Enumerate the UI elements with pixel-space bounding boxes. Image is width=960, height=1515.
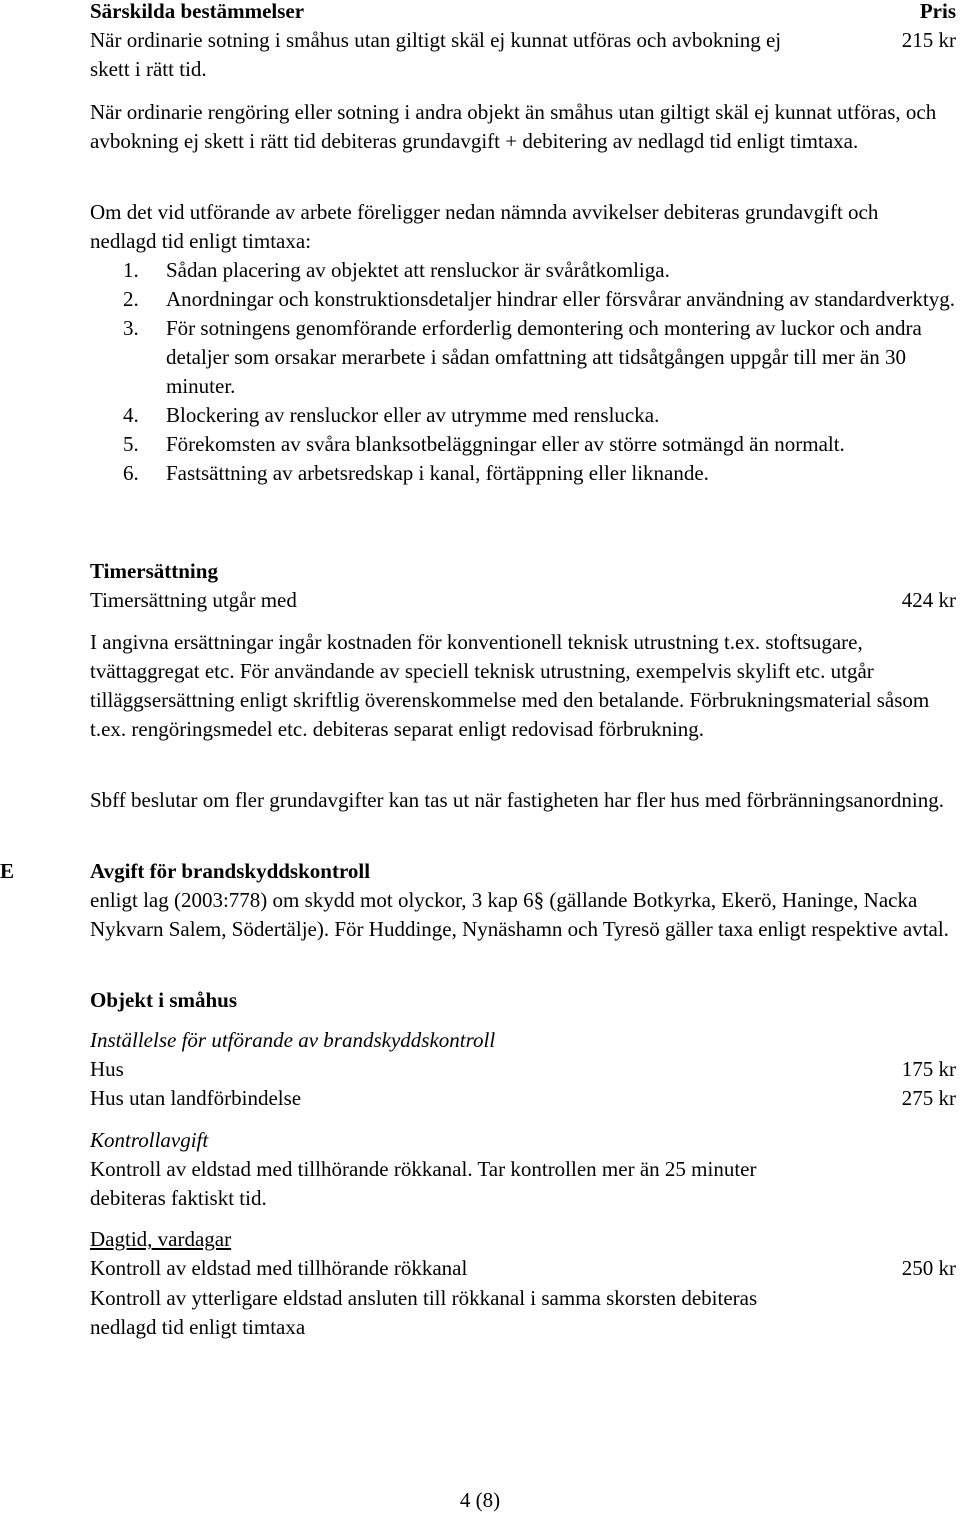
other-objects-paragraph: När ordinarie rengöring eller sotning i andra objekt än småhus utan giltigt skäl ej kunnat utföras, och avbokning ej skett i rätt tid debiteras grundavgift + debitering av nedlagd tid enligt timtaxa.: [90, 100, 937, 153]
price-row-value: 175 kr: [901, 1057, 956, 1081]
list-text: För sotningens genomförande erforderlig demontering och montering av luckor och andra detaljer som orsakar merarbete i sådan omfattning att tidsåtgången uppgår till mer än 30 minuter.: [166, 316, 922, 398]
list-text: Sådan placering av objektet att rensluckor är svåråtkomliga.: [166, 258, 670, 282]
control-fee-heading: Kontrollavgift: [90, 1128, 209, 1152]
fire-safety-intro: enligt lag (2003:778) om skydd mot olyckor, 3 kap 6§ (gällande Botkyrka, Ekerö, Haninge, Nacka Nykvarn Salem, Södertälje). För Huddinge, Nynäshamn och Tyresö gäller taxa enligt respektive avtal.: [90, 888, 949, 941]
deviations-intro: Om det vid utförande av arbete föreligger nedan nämnda avvikelser debiteras grundavgift och nedlagd tid enligt timtaxa:: [90, 200, 879, 253]
price-row-label: Hus: [90, 1057, 124, 1081]
small-houses-heading: Objekt i småhus: [90, 988, 238, 1012]
price-row-value: 275 kr: [901, 1086, 956, 1110]
daytime-row-price: 250 kr: [901, 1256, 956, 1280]
list-text: Fastsättning av arbetsredskap i kanal, förtäppning eller liknande.: [166, 461, 709, 485]
base-fee-paragraph: Sbff beslutar om fler grundavgifter kan tas ut när fastigheten har fler hus med förbränningsanordning.: [90, 788, 944, 812]
missed-sweep-text: När ordinarie sotning i småhus utan giltigt skäl ej kunnat utföras och avbokning ej skett i rätt tid.: [90, 28, 782, 81]
list-number: 4.: [123, 403, 139, 427]
hourly-rate-heading: Timersättning: [90, 559, 218, 583]
daytime-row-label: Kontroll av eldstad med tillhörande rökkanal: [90, 1256, 468, 1280]
page-number: 4 (8): [459, 1488, 501, 1512]
equipment-paragraph: I angivna ersättningar ingår kostnaden för konventionell teknisk utrustning t.ex. stoftsugare, tvättaggregat etc. För användande av speciell teknisk utrustning, exempelvis skylift etc. utgår tilläggsersättning enligt skriftlig överenskommelse med den betalande. Förbrukningsmaterial såsom t.ex. rengöringsmedel etc. debiteras separat enligt redovisad förbrukning.: [90, 630, 930, 741]
list-item: [90, 459, 956, 488]
missed-sweep-price: 215 kr: [901, 28, 956, 52]
list-number: 3.: [123, 316, 139, 340]
section-marker-e: E: [0, 859, 15, 883]
control-fee-text: Kontroll av eldstad med tillhörande rökkanal. Tar kontrollen mer än 25 minuter debiteras faktiskt tid.: [90, 1157, 757, 1210]
list-text: Förekomsten av svåra blanksotbeläggningar eller av större sotmängd än normalt.: [166, 432, 845, 456]
price-column-header: Pris: [919, 0, 956, 23]
list-item: [90, 430, 956, 459]
deviations-list: [90, 256, 956, 488]
list-text: Blockering av rensluckor eller av utrymme med renslucka.: [166, 403, 660, 427]
fire-safety-heading: Avgift för brandskyddskontroll: [90, 859, 371, 883]
list-item: [90, 285, 956, 314]
list-text: Anordningar och konstruktionsdetaljer hindrar eller försvårar användning av standardverktyg.: [166, 287, 955, 311]
hourly-rate-line: Timersättning utgår med: [90, 588, 297, 612]
list-number: 6.: [123, 461, 139, 485]
list-number: 5.: [123, 432, 139, 456]
attendance-heading: Inställelse för utförande av brandskyddskontroll: [90, 1028, 496, 1052]
section-heading-special-rules: Särskilda bestämmelser: [90, 0, 305, 23]
hourly-rate-price: 424 kr: [901, 588, 956, 612]
extra-fireplace-text: Kontroll av ytterligare eldstad ansluten till rökkanal i samma skorsten debiteras nedlagd tid enligt timtaxa: [90, 1286, 758, 1339]
daytime-heading: Dagtid, vardagar: [90, 1227, 232, 1251]
price-row-label: Hus utan landförbindelse: [90, 1086, 302, 1110]
list-item: [90, 256, 956, 285]
list-item: [90, 314, 956, 401]
list-number: 2.: [123, 287, 139, 311]
list-number: 1.: [123, 258, 139, 282]
list-item: [90, 401, 956, 430]
